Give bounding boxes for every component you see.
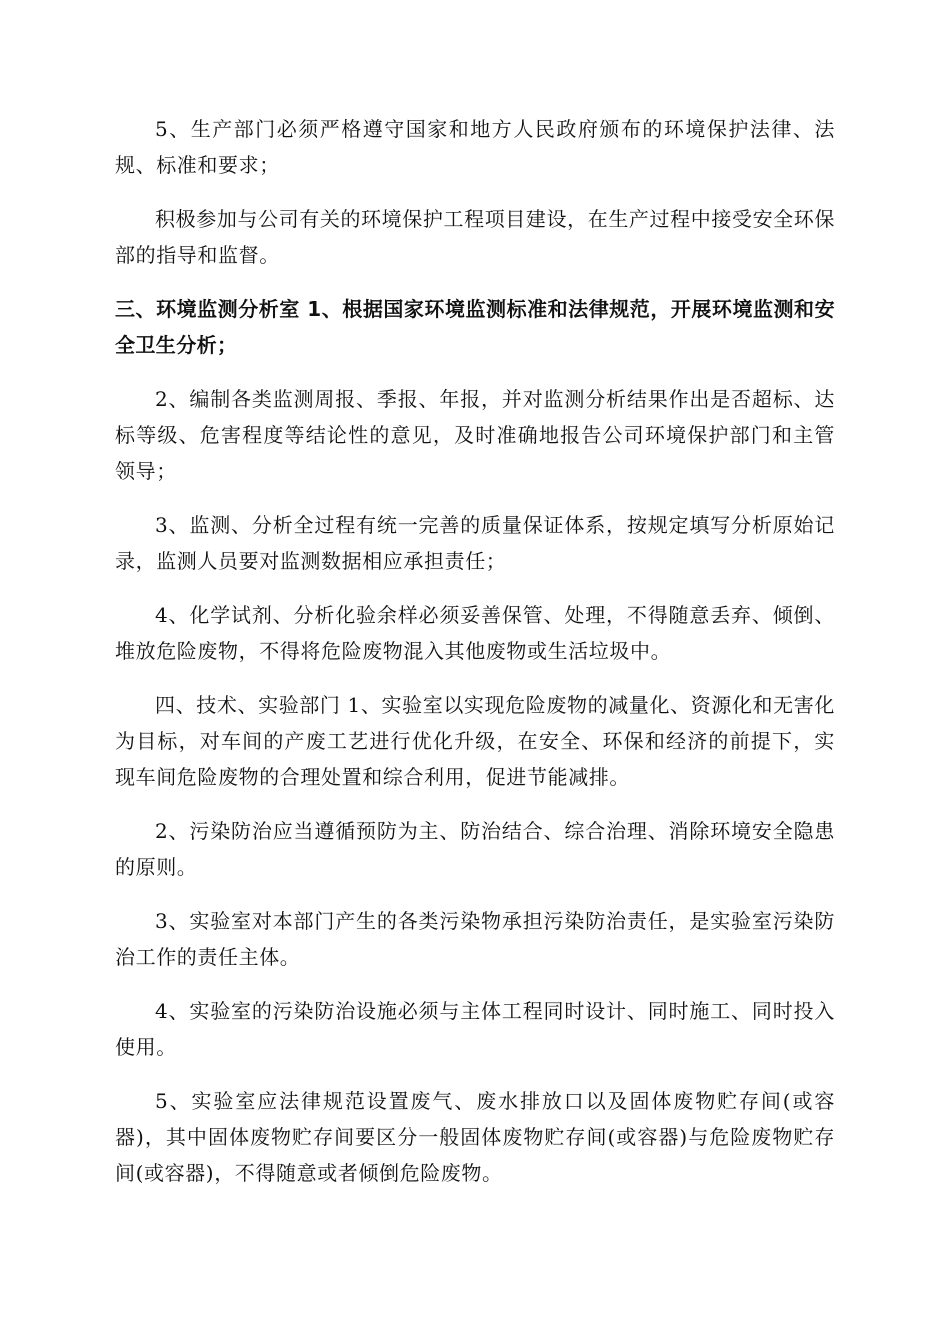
paragraph-three-simultaneous: 4、实验室的污染防治设施必须与主体工程同时设计、同时施工、同时投入使用。 [115,999,835,1059]
paragraph-chemical-reagents: 4、化学试剂、分析化验余样必须妥善保管、处理，不得随意丢弃、倾倒、堆放危险废物，不得将危险废物混入其他废物或生活垃圾中。 [115,603,835,663]
paragraph-production-compliance: 5、生产部门必须严格遵守国家和地方人民政府颁布的环境保护法律、法规、标准和要求； [115,117,835,177]
paragraph-quality-assurance: 3、监测、分析全过程有统一完善的质量保证体系，按规定填写分析原始记录，监测人员要对监测数据相应承担责任； [115,513,835,573]
paragraph-lab-responsibility: 3、实验室对本部门产生的各类污染物承担污染防治责任，是实验室污染防治工作的责任主体。 [115,909,835,969]
document-body [115,111,835,1209]
section-heading-monitoring-lab: 三、环境监测分析室 1、根据国家环境监测标准和法律规范，开展环境监测和安全卫生分析； [115,297,835,357]
paragraph-monitoring-reports: 2、编制各类监测周报、季报、年报，并对监测分析结果作出是否超标、达标等级、危害程度等结论性的意见，及时准确地报告公司环境保护部门和主管领导； [115,387,835,483]
paragraph-tech-lab-section: 四、技术、实验部门 1、实验室以实现危险废物的减量化、资源化和无害化为目标，对车间的产废工艺进行优化升级，在安全、环保和经济的前提下，实现车间危险废物的合理处置和综合利用，促进节能减排。 [115,693,835,789]
paragraph-pollution-prevention-principle: 2、污染防治应当遵循预防为主、防治结合、综合治理、消除环境安全隐患的原则。 [115,819,835,879]
paragraph-waste-storage: 5、实验室应法律规范设置废气、废水排放口以及固体废物贮存间(或容器)，其中固体废物贮存间要区分一般固体废物贮存间(或容器)与危险废物贮存间(或容器)，不得随意或者倾倒危险废物。 [115,1089,835,1185]
paragraph-production-participation: 积极参加与公司有关的环境保护工程项目建设，在生产过程中接受安全环保部的指导和监督。 [115,207,835,267]
